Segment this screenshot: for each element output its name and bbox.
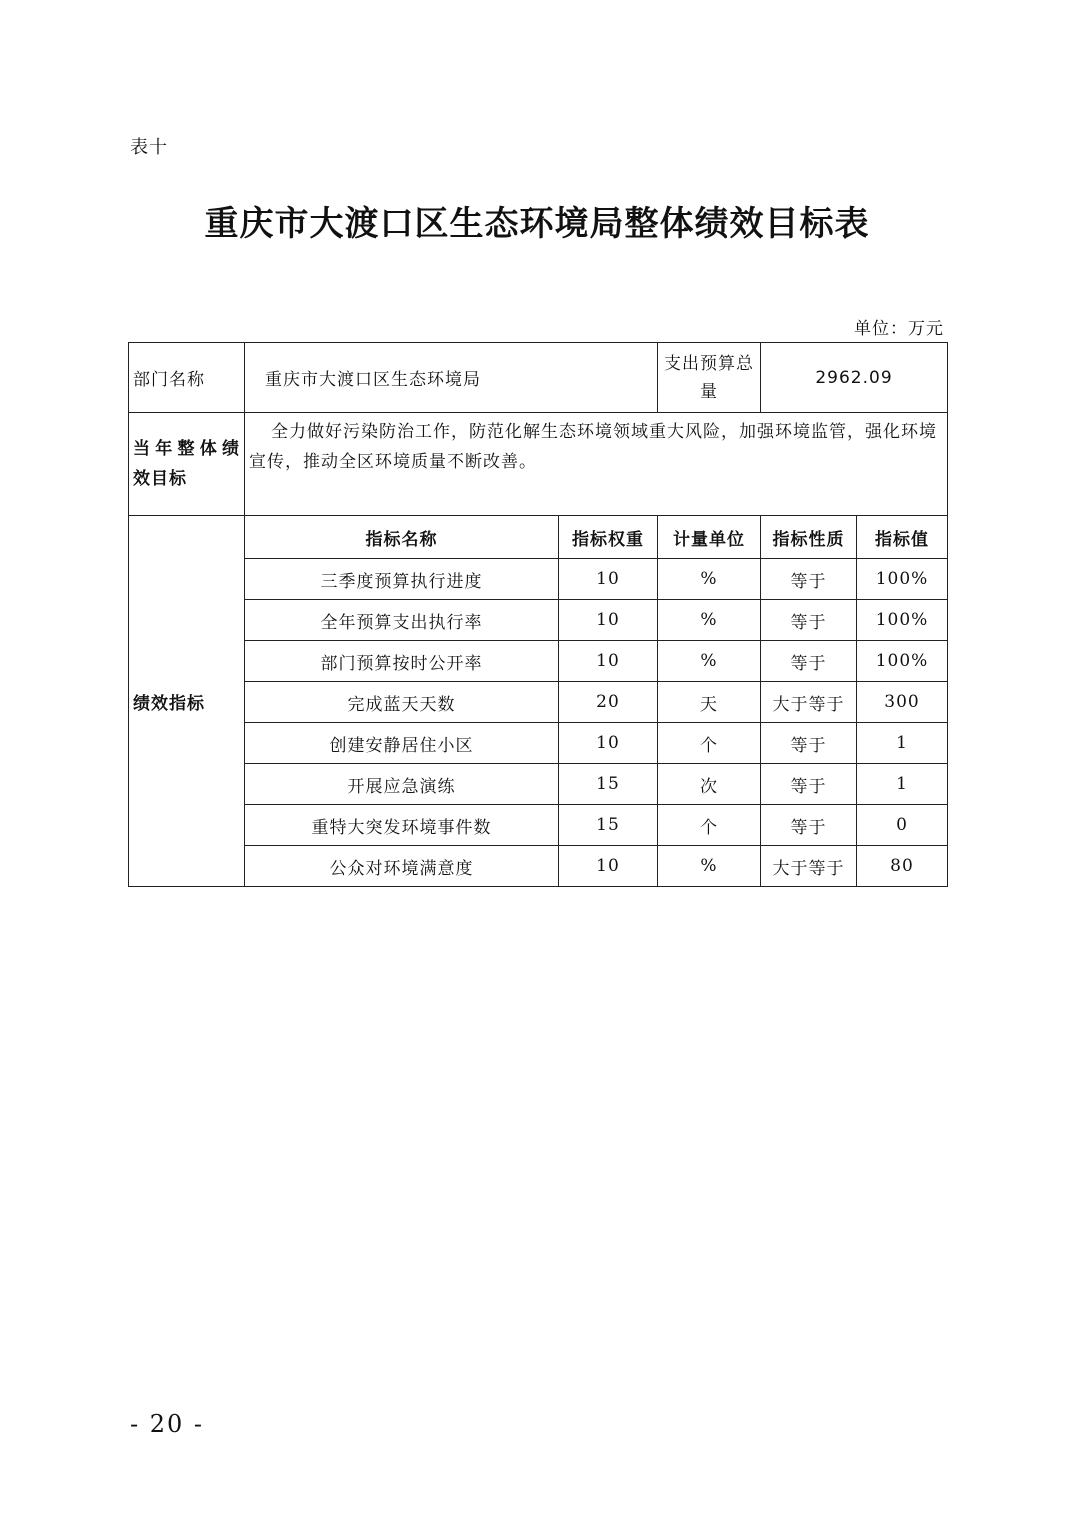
column-header: 指标值 — [857, 516, 948, 559]
column-header: 指标名称 — [245, 516, 559, 559]
indicator-nature: 大于等于 — [761, 682, 857, 723]
indicator-weight: 10 — [559, 600, 658, 641]
indicator-nature: 等于 — [761, 559, 857, 600]
indicator-unit: % — [658, 846, 761, 887]
indicator-name: 三季度预算执行进度 — [245, 559, 559, 600]
indicator-value: 80 — [857, 846, 948, 887]
indicator-value: 300 — [857, 682, 948, 723]
indicator-value: 100% — [857, 559, 948, 600]
indicator-name: 开展应急演练 — [245, 764, 559, 805]
indicator-name: 重特大突发环境事件数 — [245, 805, 559, 846]
indicator-name: 全年预算支出执行率 — [245, 600, 559, 641]
indicator-unit: 次 — [658, 764, 761, 805]
indicator-value: 0 — [857, 805, 948, 846]
indicator-value: 1 — [857, 723, 948, 764]
indicator-unit: % — [658, 600, 761, 641]
indicator-weight: 20 — [559, 682, 658, 723]
table-label: 表十 — [130, 137, 168, 158]
indicator-weight: 15 — [559, 764, 658, 805]
indicators-label: 绩效指标 — [129, 516, 245, 887]
indicator-unit: 个 — [658, 723, 761, 764]
page-number: - 20 - — [130, 1410, 205, 1438]
indicator-name: 部门预算按时公开率 — [245, 641, 559, 682]
indicator-nature: 等于 — [761, 600, 857, 641]
budget-value: 2962.09 — [761, 343, 948, 413]
indicator-unit: 个 — [658, 805, 761, 846]
column-header: 指标性质 — [761, 516, 857, 559]
indicator-weight: 10 — [559, 559, 658, 600]
goal-text: 全力做好污染防治工作，防范化解生态环境领域重大风险，加强环境监管，强化环境宣传，推动全区环境质量不断改善。 — [245, 413, 948, 516]
indicator-nature: 等于 — [761, 805, 857, 846]
indicator-nature: 等于 — [761, 723, 857, 764]
table-row — [129, 764, 948, 805]
indicator-nature: 等于 — [761, 764, 857, 805]
indicator-name: 公众对环境满意度 — [245, 846, 559, 887]
dept-name-label: 部门名称 — [129, 343, 245, 413]
indicator-name: 完成蓝天天数 — [245, 682, 559, 723]
goal-row — [129, 413, 948, 516]
indicator-name: 创建安静居住小区 — [245, 723, 559, 764]
indicator-unit: 天 — [658, 682, 761, 723]
page-title: 重庆市大渡口区生态环境局整体绩效目标表 — [204, 204, 870, 244]
performance-table — [128, 342, 948, 887]
indicator-value: 100% — [857, 641, 948, 682]
indicator-header-row — [129, 516, 948, 559]
column-header: 指标权重 — [559, 516, 658, 559]
indicator-value: 1 — [857, 764, 948, 805]
table-row — [129, 723, 948, 764]
goal-label: 当年整体绩效目标 — [129, 413, 245, 516]
indicator-unit: % — [658, 641, 761, 682]
table-row — [129, 682, 948, 723]
table-row — [129, 600, 948, 641]
indicator-weight: 10 — [559, 723, 658, 764]
dept-name-value: 重庆市大渡口区生态环境局 — [245, 343, 658, 413]
dept-row — [129, 343, 948, 413]
indicator-nature: 等于 — [761, 641, 857, 682]
budget-label: 支出预算总量 — [658, 343, 761, 413]
table-row — [129, 846, 948, 887]
indicator-value: 100% — [857, 600, 948, 641]
indicator-weight: 10 — [559, 846, 658, 887]
indicator-unit: % — [658, 559, 761, 600]
column-header: 计量单位 — [658, 516, 761, 559]
table-row — [129, 641, 948, 682]
indicator-nature: 大于等于 — [761, 846, 857, 887]
unit-note: 单位：万元 — [854, 319, 944, 339]
indicator-weight: 10 — [559, 641, 658, 682]
table-row — [129, 805, 948, 846]
indicator-weight: 15 — [559, 805, 658, 846]
table-row — [129, 559, 948, 600]
